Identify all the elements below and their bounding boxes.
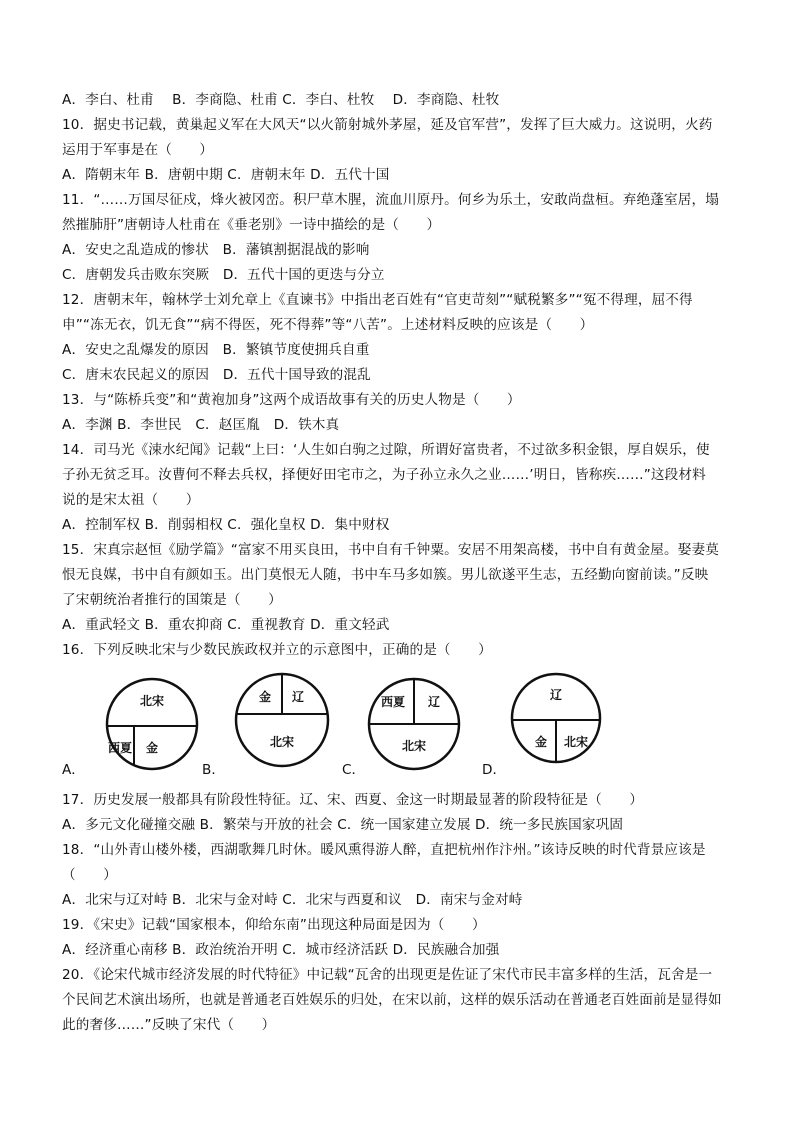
label-d-top: 辽 bbox=[549, 688, 563, 702]
question-15-cont: 恨无良媒，书中自有颜如玉。出门莫恨无人随，书中车马多如簇。男儿欲遂平生志，五经勤向窗前读。”反映 bbox=[62, 567, 709, 583]
label-d-bottom-left: 金 bbox=[534, 735, 548, 749]
circle-diagram-c bbox=[342, 668, 482, 780]
question-16-diagrams bbox=[62, 668, 734, 780]
question-12-cont: 申”“冻无衣，饥无食”“病不得医，死不得葬”等“八苦”。上述材料反映的应该是（ ） bbox=[62, 317, 594, 333]
question-17: 17．历史发展一般都具有阶段性特征。辽、宋、西夏、金这一时期最显著的阶段特征是（ ） bbox=[62, 792, 644, 808]
question-20: 20．《论宋代城市经济发展的时代特征》中记载“瓦舍的出现更是佐证了宋代市民丰富多样的生活，瓦舍是一 bbox=[62, 967, 713, 983]
answer-options-q12-ab: A．安史之乱爆发的原因 B．繁镇节度使拥兵自重 bbox=[62, 342, 370, 358]
answer-options-q14: A．控制军权 B．削弱相权 C．强化皇权 D．集中财权 bbox=[62, 517, 390, 533]
question-10: 10．据史书记载，黄巢起义军在大风天“以火箭射城外茅屋，延及官军营”，发挥了巨大威力。这说明，火药 bbox=[62, 117, 713, 133]
question-20-cont2: 此的奢侈……”反映了宋代（ ） bbox=[62, 1017, 276, 1033]
label-b-top-left: 金 bbox=[258, 690, 272, 704]
label-c-top-right: 辽 bbox=[427, 695, 441, 709]
question-13: 13．与“陈桥兵变”和“黄袍加身”这两个成语故事有关的历史人物是（ ） bbox=[62, 392, 521, 408]
answer-options-q11-ab: A．安史之乱造成的惨状 B．藩镇割据混战的影响 bbox=[62, 242, 370, 258]
question-11-cont: 然摧肺肝”唐朝诗人杜甫在《垂老别》一诗中描绘的是（ ） bbox=[62, 217, 441, 233]
label-c-top-left: 西夏 bbox=[380, 695, 406, 709]
diagram-option-c bbox=[342, 668, 482, 780]
circle-diagram-b bbox=[202, 668, 342, 780]
question-19: 19．《宋史》记载“国家根本，仰给东南”出现这种局面是因为（ ） bbox=[62, 917, 486, 933]
answer-options-q13: A．李渊 B．李世民 C．赵匡胤 D．铁木真 bbox=[62, 417, 340, 433]
answer-options-q10: A．隋朝末年 B．唐朝中期 C．唐朝末年 D．五代十国 bbox=[62, 167, 390, 183]
question-11: 11．“……万国尽征戍，烽火被冈峦。积尸草木腥，流血川原丹。何乡为乐土，安敢尚盘桓。弃绝蓬室居，塌 bbox=[62, 192, 719, 208]
answer-options-q9: A．李白、杜甫 B．李商隐、杜甫 C．李白、杜牧 D．李商隐、杜牧 bbox=[62, 92, 500, 108]
question-10-cont: 运用于军事是在（ ） bbox=[62, 142, 214, 158]
question-20-cont: 个民间艺术演出场所，也就是普通老百姓娱乐的归处，在宋以前，这样的娱乐活动在普通老百姓面前是显得如 bbox=[62, 992, 722, 1008]
label-a-top: 北宋 bbox=[139, 694, 165, 708]
answer-options-q18: A．北宋与辽对峙 B．北宋与金对峙 C．北宋与西夏和议 D．南宋与金对峙 bbox=[62, 892, 523, 908]
option-letter-a: A． bbox=[62, 762, 85, 778]
question-14: 14．司马光《涑水纪闻》记载“上曰：‘人生如白驹之过隙，所谓好富贵者，不过欲多积金银，厚自娱乐，使 bbox=[62, 442, 710, 458]
question-14-cont: 子孙无贫乏耳。汝曹何不释去兵权，择便好田宅市之，为子孙立永久之业……’明日，皆称疾……”这段材料 bbox=[62, 467, 706, 483]
answer-options-q19: A．经济重心南移 B．政治统治开明 C．城市经济活跃 D．民族融合加强 bbox=[62, 942, 500, 958]
label-a-bottom-left: 西夏 bbox=[107, 741, 133, 755]
answer-options-q11-cd: C．唐朝发兵击败东突厥 D．五代十国的更迭与分立 bbox=[62, 267, 385, 283]
diagram-option-a bbox=[62, 668, 202, 780]
question-12: 12．唐朝末年，翰林学士刘允章上《直谏书》中指出老百姓有“官吏苛刻”“赋税繁多”“冤不得理，屈不得 bbox=[62, 292, 693, 308]
question-18: 18．“山外青山楼外楼，西湖歌舞几时休。暖风熏得游人醉，直把杭州作汴州。”该诗反映的时代背景应该是 bbox=[62, 842, 706, 858]
answer-options-q17: A．多元文化碰撞交融 B．繁荣与开放的社会 C．统一国家建立发展 D．统一多民族国家巩固 bbox=[62, 817, 624, 833]
label-d-bottom-right: 北宋 bbox=[563, 735, 589, 749]
diagram-option-d bbox=[482, 668, 642, 780]
question-18-cont: （ ） bbox=[62, 867, 117, 883]
question-14-cont2: 说的是宋太祖（ ） bbox=[62, 492, 200, 508]
label-b-top-right: 辽 bbox=[291, 690, 305, 704]
answer-options-q15: A．重武轻文 B．重农抑商 C．重视教育 D．重文轻武 bbox=[62, 617, 390, 633]
question-15-cont2: 了宋朝统治者推行的国策是（ ） bbox=[62, 592, 282, 608]
option-letter-b: B． bbox=[202, 762, 225, 778]
option-letter-d: D． bbox=[482, 762, 507, 778]
option-letter-c: C． bbox=[342, 762, 366, 778]
label-a-bottom-right: 金 bbox=[145, 741, 159, 755]
question-15: 15．宋真宗赵恒《励学篇》“富家不用买良田，书中自有千钟粟。安居不用架高楼，书中自有黄金屋。娶妻莫 bbox=[62, 542, 719, 558]
label-c-bottom: 北宋 bbox=[401, 739, 427, 753]
circle-diagram-d bbox=[482, 668, 642, 780]
circle-diagram-a bbox=[62, 668, 202, 780]
question-16: 16．下列反映北宋与少数民族政权并立的示意图中，正确的是（ ） bbox=[62, 642, 492, 658]
diagram-option-b bbox=[202, 668, 342, 780]
answer-options-q12-cd: C．唐末农民起义的原因 D．五代十国导致的混乱 bbox=[62, 367, 371, 383]
label-b-bottom: 北宋 bbox=[269, 735, 295, 749]
